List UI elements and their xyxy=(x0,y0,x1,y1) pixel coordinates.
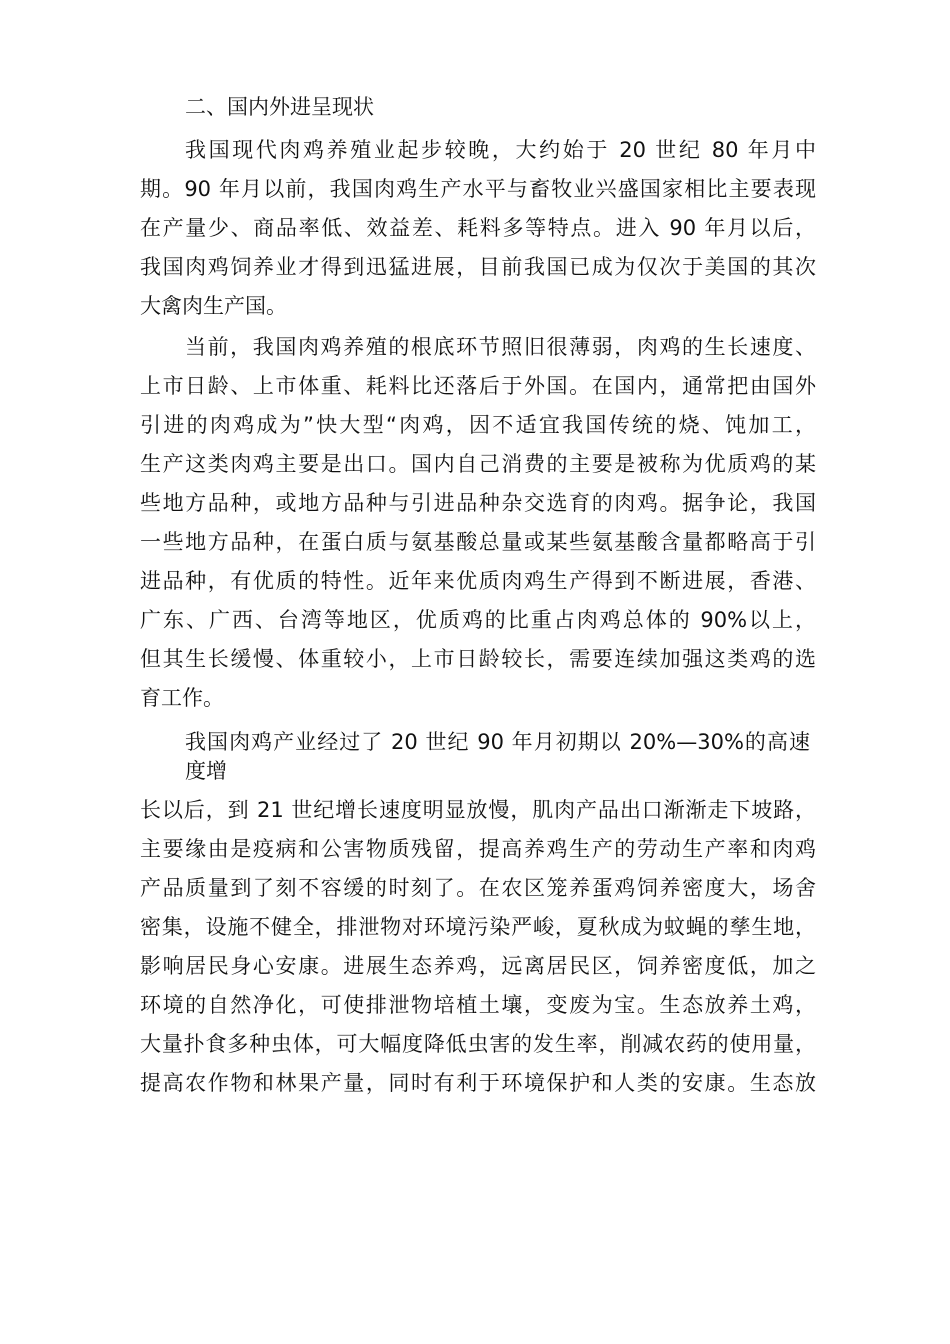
paragraph-1-line-1: 我国现代肉鸡养殖业起步较晚，大约始于 20 世纪 80 年月中 xyxy=(185,138,816,162)
paragraph-2-line-3: 引进的肉鸡成为”快大型“肉鸡，因不适宜我国传统的烧、饨加工， xyxy=(140,413,816,437)
paragraph-3-line-4: 密集，设施不健全，排泄物对环境污染严峻，夏秋成为蚊蝇的孳生地， xyxy=(140,915,816,939)
paragraph-3-line-6: 环境的自然净化，可使排泄物培植土壤，变废为宝。生态放养土鸡， xyxy=(140,993,816,1017)
paragraph-1-line-4: 我国肉鸡饲养业才得到迅猛进展，目前我国已成为仅次于美国的其次 xyxy=(140,255,816,279)
paragraph-3-head-line-2: 度增 xyxy=(185,759,227,783)
paragraph-3-line-3: 产品质量到了刻不容缓的时刻了。在农区笼养蛋鸡饲养密度大，场舍 xyxy=(140,876,816,900)
paragraph-2-line-10: 育工作。 xyxy=(140,686,224,710)
paragraph-2-line-6: 一些地方品种，在蛋白质与氨基酸总量或某些氨基酸含量都略高于引 xyxy=(140,530,816,554)
paragraph-2-line-1: 当前，我国肉鸡养殖的根底环节照旧很薄弱，肉鸡的生长速度、 xyxy=(185,335,816,359)
paragraph-2-line-8: 广东、广西、台湾等地区，优质鸡的比重占肉鸡总体的 90%以上， xyxy=(140,608,816,632)
paragraph-2-line-7: 进品种，有优质的特性。近年来优质肉鸡生产得到不断进展，香港、 xyxy=(140,569,816,593)
paragraph-2-line-9: 但其生长缓慢、体重较小，上市日龄较长，需要连续加强这类鸡的选 xyxy=(140,647,816,671)
paragraph-1-line-5: 大禽肉生产国。 xyxy=(140,294,287,318)
paragraph-3-line-5: 影响居民身心安康。进展生态养鸡，远离居民区，饲养密度低，加之 xyxy=(140,954,816,978)
paragraph-3-line-2: 主要缘由是疫病和公害物质残留，提高养鸡生产的劳动生产率和肉鸡 xyxy=(140,837,816,861)
paragraph-3-line-7: 大量扑食多种虫体，可大幅度降低虫害的发生率，削减农药的使用量， xyxy=(140,1032,816,1056)
paragraph-2-line-2: 上市日龄、上市体重、耗料比还落后于外国。在国内，通常把由国外 xyxy=(140,374,816,398)
section-heading: 二、国内外进呈现状 xyxy=(185,95,374,119)
paragraph-2-line-5: 些地方品种，或地方品种与引进品种杂交选育的肉鸡。据争论，我国 xyxy=(140,491,816,515)
paragraph-1-line-3: 在产量少、商品率低、效益差、耗料多等特点。进入 90 年月以后， xyxy=(140,216,816,240)
paragraph-3-line-8: 提高农作物和林果产量，同时有利于环境保护和人类的安康。生态放 xyxy=(140,1071,816,1095)
paragraph-3-line-1: 长以后，到 21 世纪增长速度明显放慢，肌肉产品出口渐渐走下坡路， xyxy=(140,798,816,822)
paragraph-1-line-2: 期。90 年月以前，我国肉鸡生产水平与畜牧业兴盛国家相比主要表现 xyxy=(140,177,816,201)
paragraph-3-head-line-1: 我国肉鸡产业经过了 20 世纪 90 年月初期以 20%—30%的高速 xyxy=(185,730,810,754)
paragraph-2-line-4: 生产这类肉鸡主要是出口。国内自己消费的主要是被称为优质鸡的某 xyxy=(140,452,816,476)
